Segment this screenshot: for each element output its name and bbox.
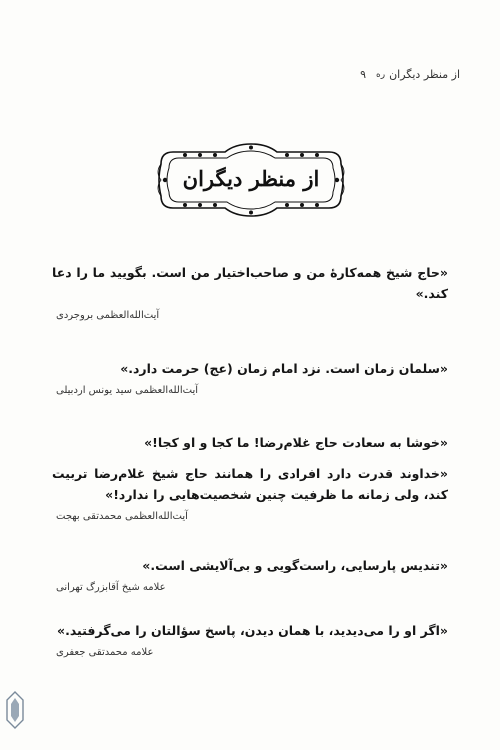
quote-text: «حاج شیخ همه‌کارهٔ من و صاحب‌اختیار من است. بگویید ما را دعا کند.» bbox=[52, 265, 448, 301]
quote-block bbox=[52, 358, 448, 396]
running-title: از منظر دیگران bbox=[389, 68, 460, 81]
quote-text: «اگر او را می‌دیدید، با همان دیدن، پاسخ سؤالتان را می‌گرفتید.» bbox=[57, 623, 448, 638]
quote-attribution: آیت‌الله‌العظمی سید یونس اردبیلی bbox=[56, 385, 199, 396]
quote-block bbox=[52, 620, 448, 658]
quote-attribution: علامه محمدتقی جعفری bbox=[56, 647, 154, 658]
chapter-title-frame bbox=[155, 142, 347, 218]
page-number: ۹ bbox=[360, 68, 367, 81]
chapter-title: از منظر دیگران bbox=[182, 166, 320, 191]
seal-mark: ره bbox=[376, 69, 386, 80]
quote-block bbox=[52, 432, 448, 522]
quote-attribution: آیت‌الله‌العظمی محمدتقی بهجت bbox=[56, 511, 188, 522]
quote-attribution: آیت‌الله‌العظمی بروجردی bbox=[56, 310, 160, 321]
publisher-logo-icon bbox=[3, 690, 27, 730]
quote-text: «خوشا به سعادت حاج غلام‌رضا! ما کجا و او کجا!» bbox=[144, 435, 448, 450]
quote-text: «سلمان زمان است. نزد امام زمان (عج) حرمت دارد.» bbox=[120, 361, 448, 376]
quote-text-second: «خداوند قدرت دارد افرادی را همانند حاج شیخ غلام‌رضا تربیت کند، ولی زمانه ما ظرفیت چنین شخصیت‌هایی را ندارد!» bbox=[52, 466, 448, 502]
running-header bbox=[360, 68, 460, 81]
quote-block bbox=[52, 262, 448, 321]
quote-block bbox=[52, 555, 448, 593]
quote-attribution: علامه شیخ آقابزرگ تهرانی bbox=[56, 582, 166, 593]
quote-text: «تندیس پارسایی، راست‌گویی و بی‌آلایشی است.» bbox=[142, 558, 448, 573]
